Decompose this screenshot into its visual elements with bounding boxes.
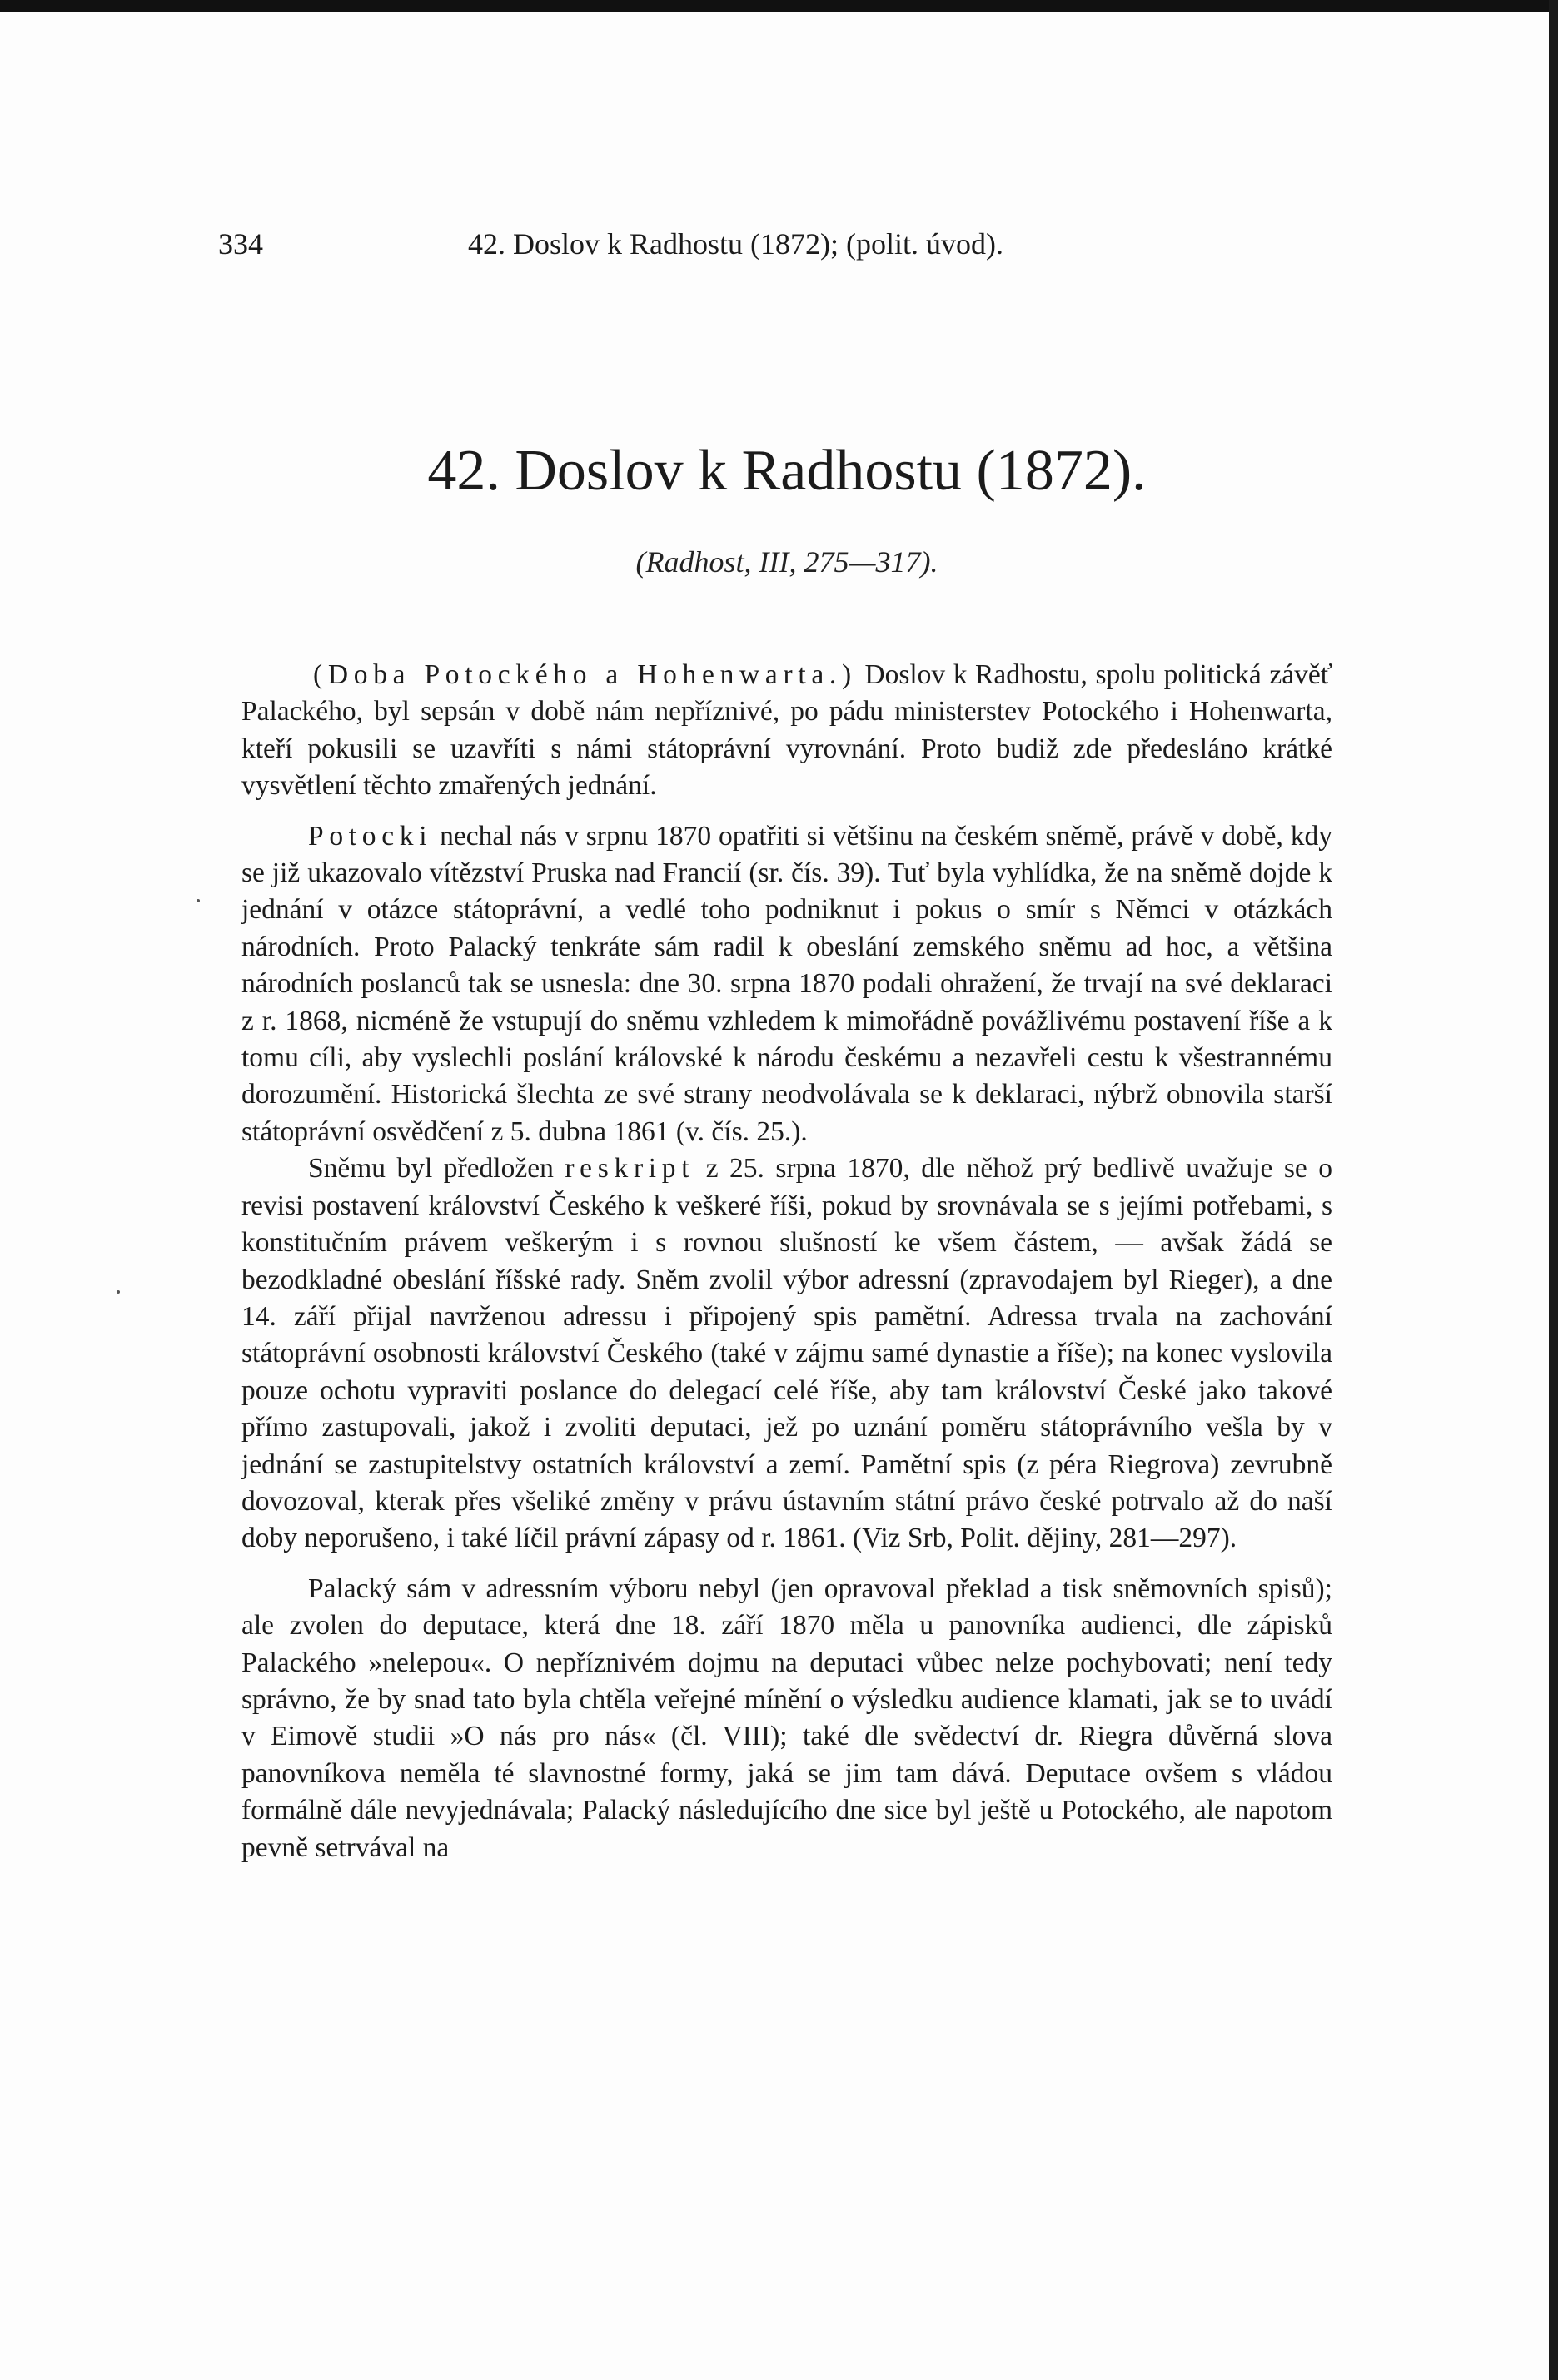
paragraph-4 (241, 1571, 1332, 1866)
source-citation: (Radhost, III, 275—317). (635, 545, 938, 579)
paragraph-text-lead: Sněmu byl předložen (308, 1153, 565, 1185)
scan-speck (197, 899, 200, 902)
paragraph-1 (241, 657, 1332, 805)
paragraph-3 (241, 1150, 1332, 1557)
scan-top-border (0, 0, 1558, 12)
paragraph-text: Palacký sám v adressním výboru nebyl (jen opravoval překlad a tisk sněmovních spisů); ale zvolen do deputace, která dne 18. září 1870 měla u panovníka audienci, dle zápisků Palackého »nelepou«. O nepříznivém dojmu na deputaci vůbec nelze pochybovati; není tedy správno, že by snad tato byla chtěla veřejné mínění o výsledku audience klamati, jak se to uvádí v Eimově studii »O nás pro nás« (čl. VIII); také dle svědectví dr. Riegra důvěrná slova panovníkova neměla té slavnostné formy, jaká se jim tam dává. Deputace ovšem s vládou formálně dále nevyjednávala; Palacký následujícího dne sice byl ještě u Potockého, ale napotom pevně setrvával na (241, 1573, 1332, 1863)
paragraph-text: z 25. srpna 1870, dle něhož prý bedlivě uvažuje se o revisi postavení království Českého k veškeré říši, pokud by srovnávala se s jejími potřebami, s konstitučním právem veškerým i s rovnou slušností ke všem částem, — avšak žádá se bezodkladné obeslání říšské rady. Sněm zvolil výbor adressní (zpravodajem byl Rieger), a dne 14. září přijal navrženou adressu i připojený spis pamětní. Adressa trvala na zachování státoprávní osobnosti království Českého (také v zájmu samé dynastie a říše); na konec vyslovila pouze ochotu vypraviti poslance do delegací celé říše, aby tam království České jako takové přímo zastupovali, jakož i zvoliti deputaci, jež po uznání poměru státoprávního vešla by v jednání se zastupitelstvy ostatních království a zemí. Pamětní spis (z péra Riegrova) zevrubně dovozoval, kterak přes všeliké změny v právu ústavním státní právo české potrvalo až do naší doby neporušeno, i také líčil právní zápasy od r. 1861. (Viz Srb, Polit. dějiny, 281—297). (241, 1153, 1332, 1554)
scan-right-border (1549, 0, 1558, 2380)
scan-speck (117, 1290, 120, 1294)
spaced-heading: (Doba Potockého a Hohenwarta.) (313, 659, 857, 690)
chapter-title: 42. Doslov k Radhostu (1872). (427, 439, 1147, 503)
running-head-title: 42. Doslov k Radhostu (1872); (polit. úvod). (468, 227, 1003, 261)
spaced-name: Potocki (308, 820, 433, 852)
body-text (241, 657, 1332, 1866)
running-head (0, 226, 1549, 268)
paragraph-text: nechal nás v srpnu 1870 opatřiti si většinu na českém sněmě, právě v době, kdy se již ukazovalo vítězství Pruska nad Francií (sr. čís. 39). Tuť byla vyhlídka, že na sněmě dojde k jednání v otázce státoprávní, a vedlé toho podniknut i pokus o smír s Němci v otázkách národních. Proto Palacký tenkráte sám radil k obeslání zemského sněmu ad hoc, a většina národních poslanců tak se usnesla: dne 30. srpna 1870 podali ohražení, že trvají na své deklaraci z r. 1868, nicméně že vstupují do sněmu vzhledem k mimořádně povážlivému postavení říše a k tomu cíli, aby vyslechli poslání královské k národu českému a nezavřeli cestu k všestrannému dorozumění. Historická šlechta ze své strany neodvolávala se k deklaraci, nýbrž obnovila starší státoprávní osvědčení z 5. dubna 1861 (v. čís. 25.). (241, 820, 1332, 1147)
spaced-term: reskript (565, 1153, 695, 1185)
paragraph-2 (241, 818, 1332, 1151)
book-page (0, 12, 1549, 2380)
paragraph-text: Doslov k Radhostu, spolu politická závěť Palackého, byl sepsán v době nám nepříznivé, po pádu ministerstev Potockého i Hohenwarta, kteří pokusili se uzavříti s námi státoprávní vyrovnání. Proto budiž zde předesláno krátké vysvětlení těchto zmařených jednání. (241, 659, 1333, 802)
page-number: 334 (218, 227, 263, 261)
